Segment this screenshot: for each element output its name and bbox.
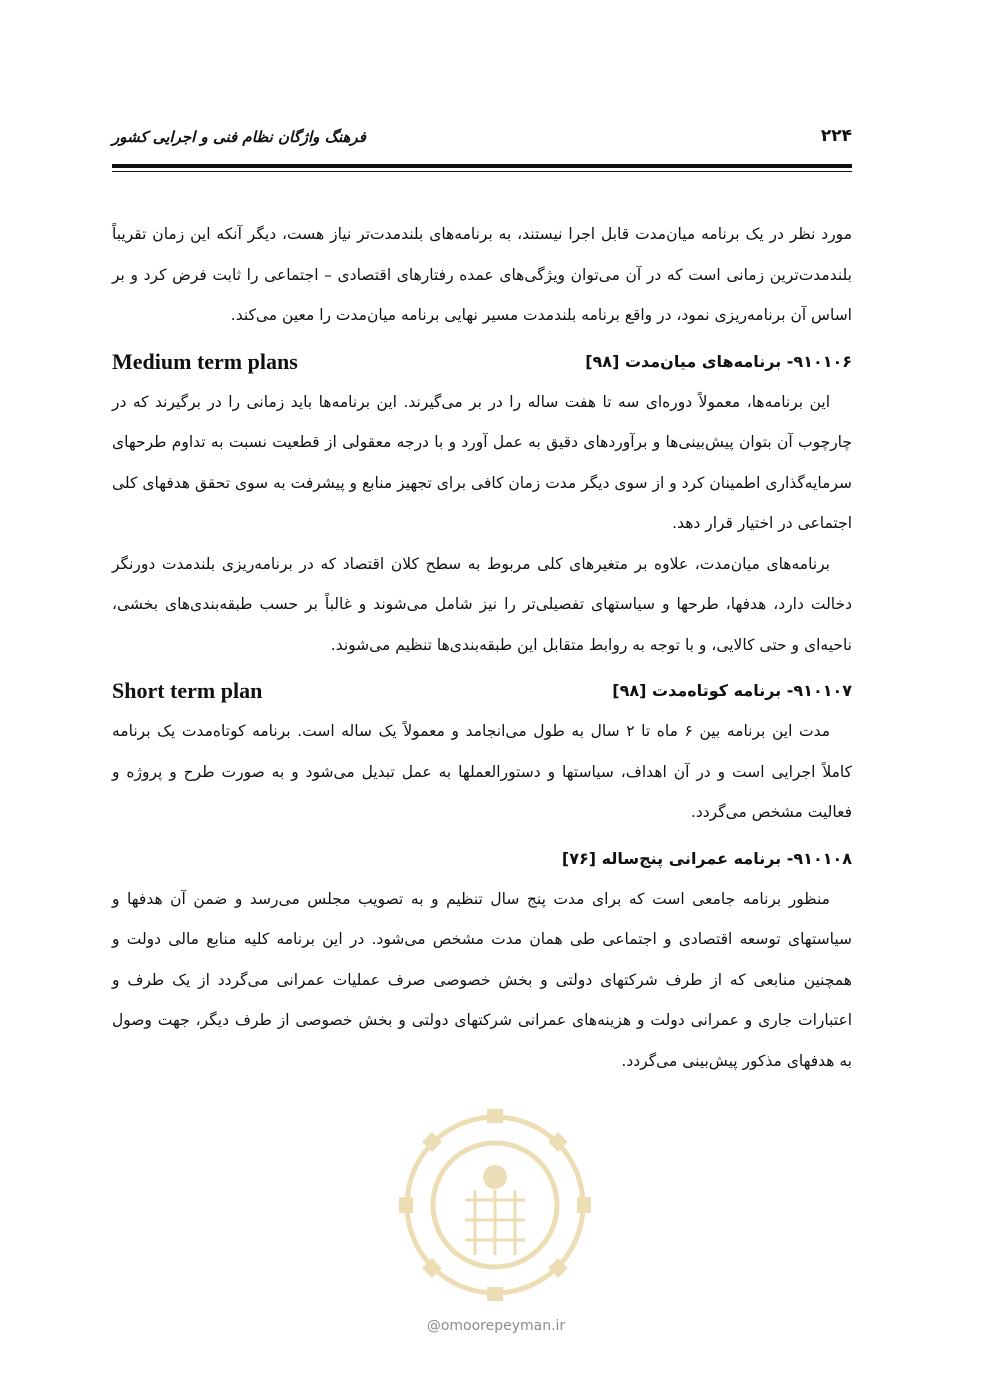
section-heading [112,342,852,382]
body-text [112,214,852,1081]
section-paragraph: مدت این برنامه بین ۶ ماه تا ۲ سال به طول می‌انجامد و معمولاً یک ساله است. برنامه کوتاه‌مدت یک برنامه کاملاً اجرایی است و در آن اهداف، سیاستها و دستورالعملها به عمل تبدیل می‌شود و به صورت طرح و پروژه و فعالیت مشخص می‌گردد. [112,722,852,821]
watermark-url: @omoorepeyman.ir [426,1318,566,1334]
section-paragraph: منظور برنامه جامعی است که برای مدت پنج سال تنظیم و به تصویب مجلس می‌رسد و ضمن آن هدفها و سیاستهای توسعه اقتصادی و اجتماعی طی همان مدت مشخص می‌شود. در این برنامه کلیه منابع مالی دولت و همچنین منابعی که از طرف شرکتهای دولتی و بخش خصوصی صرف عملیات عمرانی می‌گردد از یک طرف و اعتبارات جاری و عمرانی دولت و هزینه‌های عمرانی شرکتهای دولتی و بخش خصوصی از طرف دیگر، جهت وصول به هدفهای مذکور پیش‌بینی می‌گردد. [112,889,852,1070]
section-paragraph: این برنامه‌ها، معمولاً دوره‌ای سه تا هفت ساله را در بر می‌گیرند. این برنامه‌ها باید زمانی را در برگیرند که در چارچوب آن بتوان پیش‌بینی‌ها و برآوردهای دقیق به عمل آورد و با درجه معقولی از قطعیت نسبت به تداوم طرحهای سرمایه‌گذاری اطمینان کرد و از سوی دیگر مدت زمان کافی برای تجهیز منابع و پیشرفت به سوی تحقق هدفهای کلی اجتماعی در اختیار قرار دهد. [112,392,852,532]
page-number: ۲۲۴ [820,126,852,146]
section-paragraph: برنامه‌های میان‌مدت، علاوه بر متغیرهای کلی مربوط به سطح کلان اقتصاد که در برنامه‌ریزی بلندمدت دورنگر دخالت دارد، هدفها، طرحها و سیاستهای تفصیلی‌تر را نیز شامل می‌شوند و غالباً بر حسب طبقه‌بندی‌های بخشی، ناحیه‌ای و حتی کالایی، و با توجه به روابط متقابل این طبقه‌بندی‌ها تنظیم می‌شوند. [112,554,852,654]
section-heading [112,839,852,879]
header-rule-thick [112,164,852,168]
section-heading-fa: ۹۱۰۱۰۶- برنامه‌های میان‌مدت [۹۸] [585,351,852,371]
header-rule-thin [112,171,852,172]
omoorepeyman-seal-icon [395,1105,595,1305]
section-heading [112,671,852,711]
section-heading-en: Medium term plans [112,348,298,374]
intro-paragraph: مورد نظر در یک برنامه میان‌مدت قابل اجرا نیستند، به برنامه‌های بلندمدت‌تر نیاز هست، دیگر آنکه این زمان تقریباً بلندمدت‌ترین زمانی است که در آن می‌توان ویژگی‌های عمده رفتارهای اقتصادی – اجتماعی را ثابت فرض کرد و بر اساس آن برنامه‌ریزی نمود، در واقع برنامه بلندمدت مسیر نهایی برنامه میان‌مدت را معین می‌کند. [112,225,852,324]
book-title: فرهنگ واژگان نظام فنی و اجرایی کشور [112,128,366,146]
page-header [112,126,852,156]
section-heading-fa: ۹۱۰۱۰۷- برنامه کوتاه‌مدت [۹۸] [612,681,852,700]
section-heading-fa: ۹۱۰۱۰۸- برنامه عمرانی پنج‌ساله [۷۶] [561,848,852,868]
section-heading-en: Short term plan [112,678,263,703]
